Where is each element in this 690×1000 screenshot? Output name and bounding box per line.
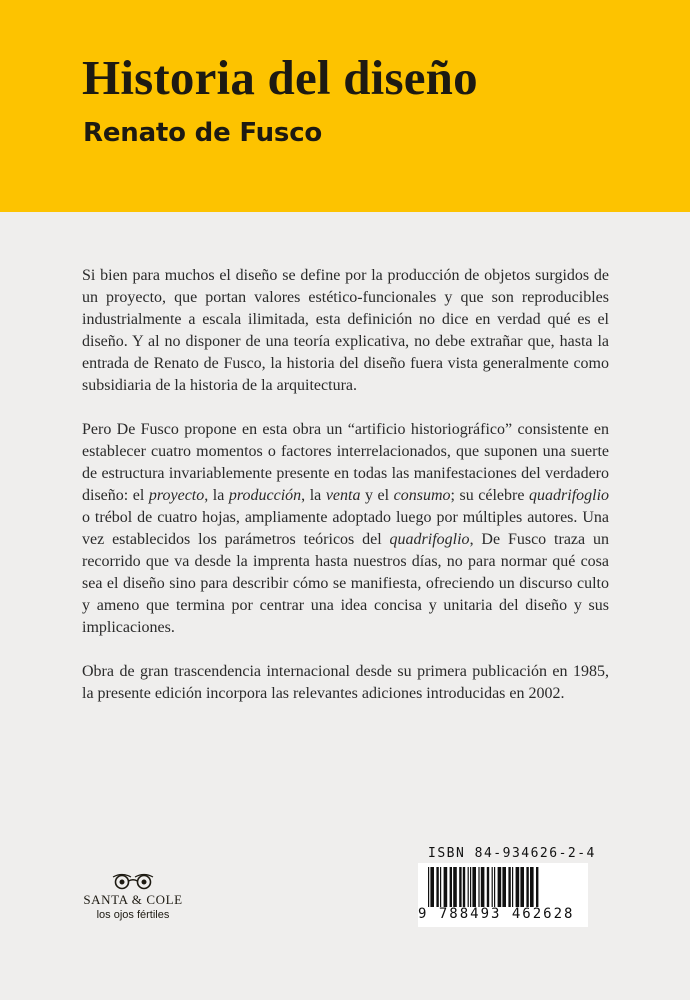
barcode-bar	[512, 867, 513, 907]
barcode-bar	[520, 867, 524, 907]
barcode-bar	[428, 867, 429, 907]
barcode-bar	[450, 867, 452, 907]
publisher-tagline: los ojos fértiles	[96, 909, 170, 921]
ean-number: 9 788493 462628	[418, 906, 575, 922]
barcode-bar	[430, 867, 434, 907]
barcode-bar	[526, 867, 528, 907]
isbn-label: ISBN 84-934626-2-4	[428, 846, 596, 861]
blurb-paragraph-1: Si bien para muchos el diseño se define por la producción de objetos surgidos de un proyecto, que portan valores estético-funcionales y que son reproducibles industrialmente a escala ilimitada, esta definición no dice en verdad qué es el diseño. Y al no disponer de una teoría explicativa, no debe extrañar que, hasta la entrada de Renato de Fusco, la historia del diseño fuera vista generalmente como subsidiaria de la historia de la arquitectura.	[82, 267, 609, 394]
blurb	[82, 265, 609, 727]
barcode-bar	[459, 867, 461, 907]
barcode-bar	[470, 867, 471, 907]
book-author: Renato de Fusco	[83, 118, 323, 148]
blurb-paragraph-2: Pero De Fusco propone en esta obra un “artificio historiográfico” consistente en establecer cuatro momentos o factores interrelacionados, que suponen una suerte de estructura invariablemente presente en todas las manifestaciones del verdadero diseño: el proyecto, la producción, la venta y el consumo; su célebre quadrifoglio o trébol de cuatro hojas, ampliamente adoptado luego por múltiples autores. Una vez establecidos los parámetros teóricos del quadrifoglio, De Fusco traza un recorrido que va desde la imprenta hasta nuestros días, no para normar qué cosa sea el diseño sino para describir cómo se manifiesta, ofreciendo un discurso culto y ameno que termina por centrar una idea concisa y unitaria del diseño y sus implicaciones.	[82, 421, 610, 636]
publisher-logo	[78, 870, 188, 922]
barcode-bar	[516, 867, 520, 907]
publisher-name: SANTA & COLE	[83, 892, 183, 907]
barcode-bar	[440, 867, 441, 907]
barcode-bar	[472, 867, 476, 907]
barcode-bar	[498, 867, 502, 907]
barcode-bar	[508, 867, 510, 907]
barcode-bar	[536, 867, 538, 907]
barcode-bar	[487, 867, 489, 907]
barcode-bar	[502, 867, 506, 907]
barcode-bar	[492, 867, 493, 907]
barcode-bar	[444, 867, 448, 907]
cover-header-band	[0, 0, 690, 212]
barcode-bar	[481, 867, 485, 907]
barcode-bars	[422, 867, 584, 907]
glasses-icon	[110, 870, 156, 890]
barcode-bar	[478, 867, 479, 907]
barcode-bar	[463, 867, 465, 907]
barcode-bar	[453, 867, 457, 907]
barcode-bar	[468, 867, 469, 907]
blurb-paragraph-3: Obra de gran trascendencia internacional desde su primera publicación en 1985, la presente edición incorpora las relevantes adiciones introducidas en 2002.	[82, 663, 609, 702]
barcode-bar	[436, 867, 438, 907]
book-title: Historia del diseño	[82, 50, 478, 105]
barcode-bar	[494, 867, 495, 907]
barcode-bar	[530, 867, 534, 907]
